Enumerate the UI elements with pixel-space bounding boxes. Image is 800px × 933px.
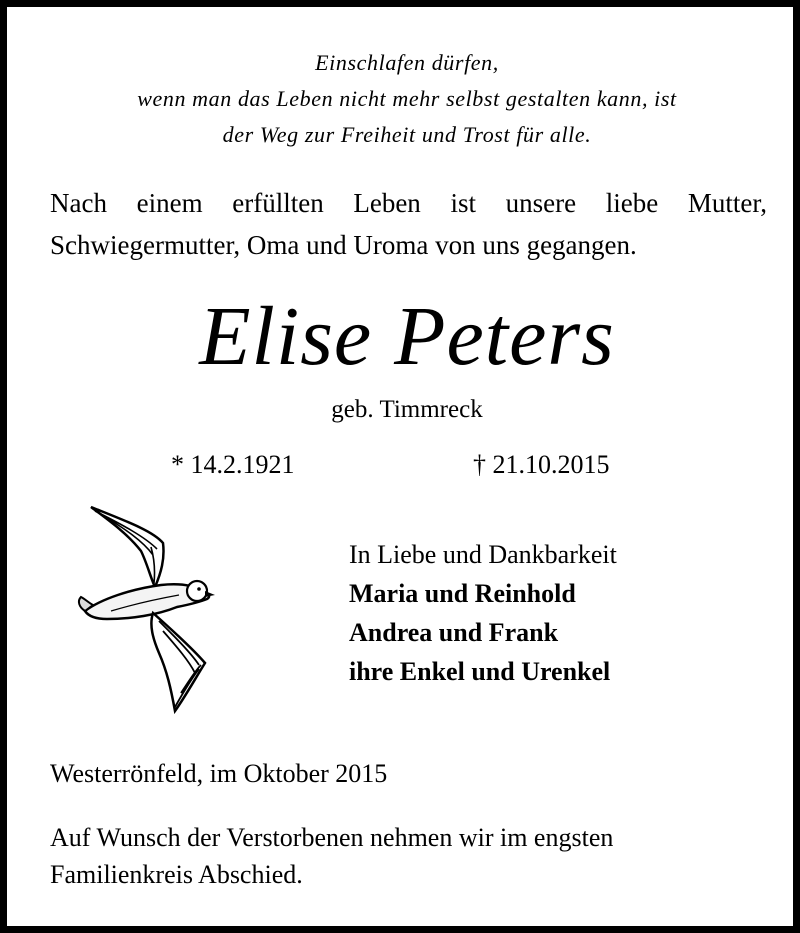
- place-date: Westerrönfeld, im Oktober 2015: [50, 759, 388, 788]
- intro-word: Mutter,: [687, 188, 767, 218]
- intro-line-2: Schwiegermutter, Oma und Uroma von uns gegangen.: [50, 230, 637, 260]
- mourners-intro: In Liebe und Dankbarkeit: [349, 540, 617, 569]
- birth-date: * 14.2.1921: [171, 450, 295, 479]
- maiden-name: geb. Timmreck: [331, 396, 483, 423]
- intro-word: Nach: [50, 188, 107, 218]
- poem-line: Einschlafen dürfen,: [315, 50, 499, 75]
- mourners: [349, 535, 617, 691]
- wish-line: Familienkreis Abschied.: [50, 860, 303, 889]
- poem: [47, 45, 767, 153]
- intro-word: unsere: [505, 188, 577, 218]
- intro-word: ist: [450, 188, 476, 218]
- funeral-wish: [50, 819, 770, 893]
- mourner-name: Andrea und Frank: [349, 618, 559, 647]
- intro-word: einem: [136, 188, 203, 218]
- intro-word: erfüllten: [232, 188, 324, 218]
- intro-word: liebe: [605, 188, 659, 218]
- seagull-icon: [71, 503, 217, 715]
- death-date: † 21.10.2015: [473, 450, 610, 479]
- poem-line: wenn man das Leben nicht mehr selbst gestalten kann, ist: [137, 86, 677, 111]
- intro-line-1: [50, 182, 767, 224]
- intro-text: [50, 182, 767, 266]
- poem-line: der Weg zur Freiheit und Trost für alle.: [222, 122, 592, 147]
- mourner-name: Maria und Reinhold: [349, 579, 576, 608]
- wish-line: Auf Wunsch der Verstorbenen nehmen wir im engsten: [50, 823, 614, 852]
- intro-word: Leben: [353, 188, 421, 218]
- deceased-name: Elise Peters: [199, 290, 615, 383]
- mourner-name: ihre Enkel und Urenkel: [349, 657, 611, 686]
